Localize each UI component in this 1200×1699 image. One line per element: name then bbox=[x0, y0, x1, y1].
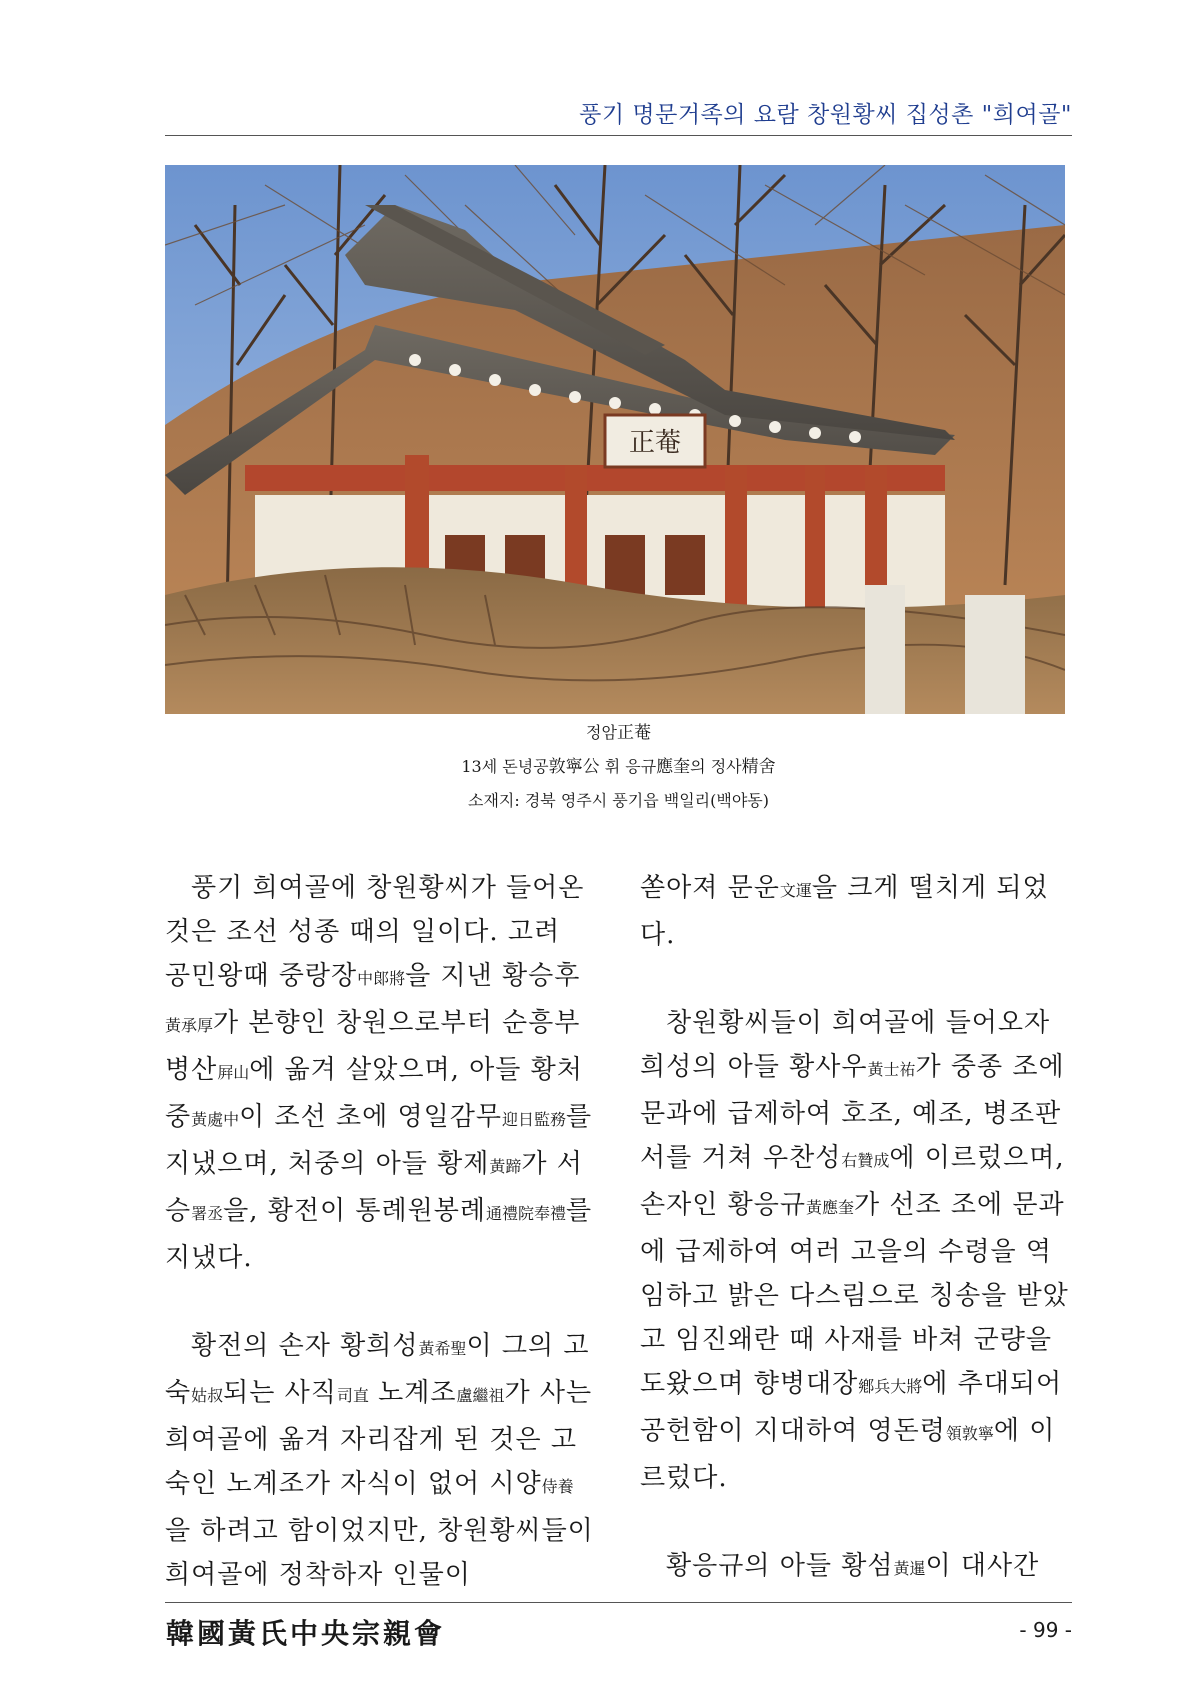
body-text: 를 지냈으며, 처중의 아들 황제 bbox=[165, 1102, 593, 1179]
body-text: 를 지냈다. bbox=[165, 1196, 593, 1273]
body-text: 가 중종 조에 문과에 급제하여 호조, 예조, 병조판서를 거쳐 우찬성 bbox=[640, 1052, 1065, 1173]
body-text: 황전의 손자 황희성 bbox=[191, 1331, 419, 1361]
body-text: 을 크게 떨치게 되었다. bbox=[640, 873, 1049, 950]
photo-caption-subtitle bbox=[165, 752, 1072, 777]
hanja: 黃暹 bbox=[893, 1559, 926, 1578]
body-text: 창원황씨들이 희여골에 들어오자 희성의 아들 황사우 bbox=[640, 1008, 1051, 1082]
hanja: 司直 bbox=[336, 1386, 369, 1405]
body-text: 황응규의 아들 황섬 bbox=[666, 1551, 894, 1581]
caption-text: 정암 bbox=[586, 723, 617, 742]
hanja: 黃士祐 bbox=[867, 1060, 916, 1079]
body-text: 에 이르렀다. bbox=[640, 1416, 1056, 1493]
caption-hanja: 精舍 bbox=[741, 757, 776, 777]
body-text: 에 옮겨 살았으며, 아들 황처중 bbox=[165, 1055, 583, 1132]
hanja: 屛山 bbox=[217, 1063, 250, 1082]
hanja: 侍養 bbox=[541, 1477, 574, 1496]
caption-hanja: 敦寧公 bbox=[548, 757, 600, 777]
hanja: 文運 bbox=[779, 881, 812, 900]
body-text: 가 사는 희여골에 옮겨 자리잡게 된 것은 고숙인 노계조가 자식이 없어 시양 bbox=[165, 1378, 593, 1499]
hanja: 右贊成 bbox=[841, 1151, 890, 1170]
hanja: 領敦寧 bbox=[945, 1424, 994, 1443]
paragraph bbox=[640, 1001, 1070, 1500]
caption-text: 13세 돈녕공 bbox=[461, 757, 549, 776]
caption-text: 휘 응규 bbox=[599, 757, 657, 776]
pavilion-name-board: 正菴 bbox=[628, 428, 682, 458]
footer-divider bbox=[165, 1602, 1072, 1603]
photo-caption-location bbox=[165, 788, 1072, 811]
body-text: 이 그의 고숙 bbox=[165, 1331, 590, 1408]
paragraph-spacer bbox=[640, 957, 1070, 1001]
paragraph-continued bbox=[640, 866, 1070, 957]
paragraph bbox=[640, 1544, 1070, 1591]
header-divider bbox=[165, 135, 1072, 136]
hanja: 盧繼祖 bbox=[456, 1386, 505, 1405]
paragraph-spacer bbox=[640, 1500, 1070, 1544]
caption-hanja: 應奎 bbox=[656, 757, 691, 777]
body-text: 에 이르렀으며, 손자인 황응규 bbox=[640, 1143, 1065, 1220]
body-text: 노계조 bbox=[368, 1378, 457, 1408]
pavilion-illustration bbox=[165, 165, 1065, 714]
left-column bbox=[165, 866, 595, 1597]
hanja: 黃應奎 bbox=[805, 1198, 854, 1217]
hanja: 黃處中 bbox=[191, 1110, 240, 1129]
publisher-logo: 韓國黃氏中央宗親會 bbox=[166, 1617, 446, 1650]
paragraph-spacer bbox=[165, 1280, 595, 1324]
body-text: 에 추대되어 공헌함이 지대하여 영돈령 bbox=[640, 1369, 1063, 1446]
hanja: 中郞將 bbox=[357, 969, 406, 988]
hanja: 署丞 bbox=[191, 1204, 224, 1223]
hanja: 鄕兵大將 bbox=[858, 1377, 923, 1396]
hanja: 姑叔 bbox=[191, 1386, 224, 1405]
page-number: - 99 - bbox=[1019, 1618, 1072, 1642]
body-text: 풍기 희여골에 창원황씨가 들어온 것은 조선 성종 때의 일이다. 고려 공민왕때 중랑장 bbox=[165, 873, 585, 991]
photo-caption-title bbox=[165, 718, 1072, 743]
body-text: 가 본향인 창원으로부터 순흥부 병산 bbox=[165, 1008, 581, 1085]
hanja: 迎日監務 bbox=[501, 1110, 566, 1129]
hanja: 通禮院奉禮 bbox=[485, 1204, 566, 1223]
caption-text: 의 정사 bbox=[690, 757, 742, 776]
right-column bbox=[640, 866, 1070, 1591]
hanja: 黃承厚 bbox=[165, 1016, 214, 1035]
body-text: 쏟아져 문운 bbox=[640, 873, 780, 903]
hanja: 黃蹄 bbox=[489, 1157, 522, 1176]
body-text: 이 조선 초에 영일감무 bbox=[239, 1102, 502, 1132]
paragraph bbox=[165, 866, 595, 1280]
body-text: 을, 황전이 통례원봉례 bbox=[223, 1196, 486, 1226]
body-text: 이 대사간 bbox=[925, 1551, 1040, 1581]
body-text: 가 서승 bbox=[165, 1149, 583, 1226]
body-text: 되는 사직 bbox=[223, 1378, 337, 1408]
body-text: 가 선조 조에 문과에 급제하여 여러 고을의 수령을 역임하고 밝은 다스림으로 칭송을 받았고 임진왜란 때 사재를 바쳐 군량을 도왔으며 향병대장 bbox=[640, 1190, 1069, 1399]
caption-text: 소재지: 경북 영주시 풍기읍 백일리(백야동) bbox=[468, 791, 769, 810]
hanja: 黃希聖 bbox=[418, 1339, 467, 1358]
paragraph bbox=[165, 1324, 595, 1597]
pavilion-photo bbox=[165, 165, 1065, 714]
body-text: 을 지낸 황승후 bbox=[405, 961, 581, 991]
caption-hanja: 正菴 bbox=[616, 723, 651, 743]
body-text: 을 하려고 함이었지만, 창원황씨들이 희여골에 정착하자 인물이 bbox=[165, 1516, 594, 1590]
header-title: 풍기 명문거족의 요람 창원황씨 집성촌 "희여골" bbox=[579, 102, 1072, 128]
